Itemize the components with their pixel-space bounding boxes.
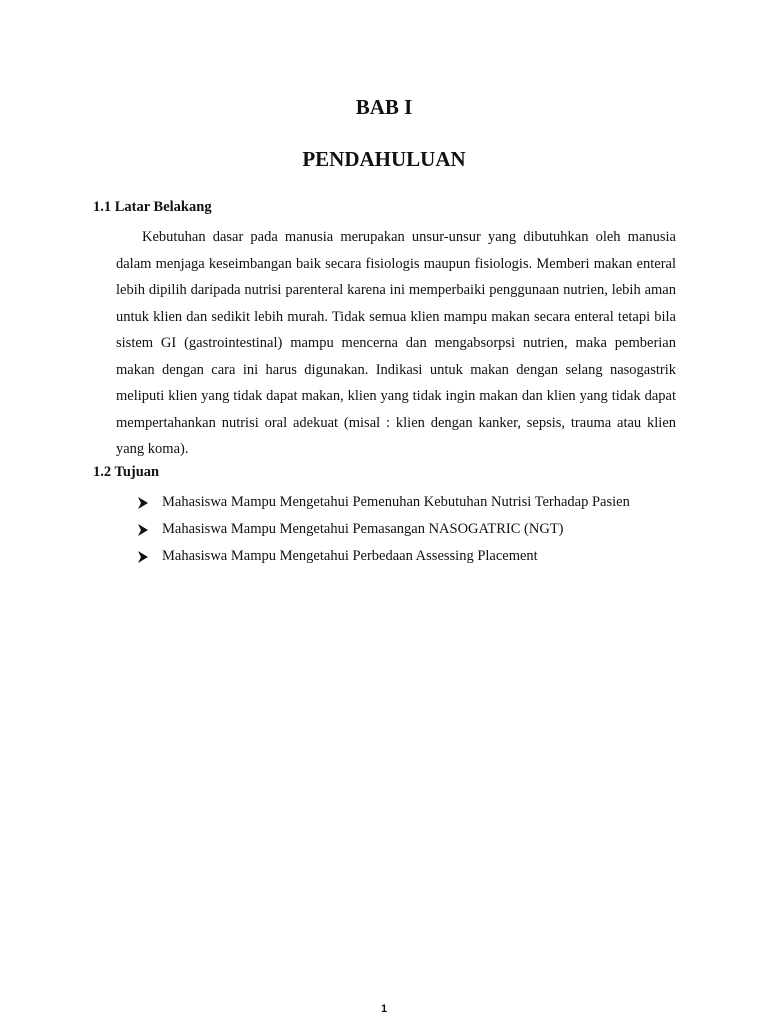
objectives-list xyxy=(138,489,630,570)
list-item xyxy=(138,543,630,570)
section-heading-latar-belakang: 1.1 Latar Belakang xyxy=(93,199,212,215)
objective-text: Mahasiswa Mampu Mengetahui Pemasangan NASOGATRIC (NGT) xyxy=(162,521,564,537)
arrowhead-bullet-icon xyxy=(138,524,148,536)
page-number: 1 xyxy=(380,1003,388,1015)
list-item xyxy=(138,516,630,543)
arrowhead-bullet-icon xyxy=(138,497,148,509)
list-item xyxy=(138,489,630,516)
objective-text: Mahasiswa Mampu Mengetahui Pemenuhan Kebutuhan Nutrisi Terhadap Pasien xyxy=(162,494,630,510)
background-paragraph: Kebutuhan dasar pada manusia merupakan unsur-unsur yang dibutuhkan oleh manusia dalam menjaga keseimbangan baik secara fisiologis maupun fisiologis. Memberi makan enteral lebih dipilih daripada nutrisi parenteral karena ini memperbaiki penggunaan nutrien, lebih aman untuk klien dan sedikit lebih murah. Tidak semua klien mampu makan secara enteral tetapi bila sistem GI (gastrointestinal) mampu mencerna dan mengabsorpsi nutrien, maka pemberian makan dengan cara ini harus digunakan. Indikasi untuk makan dengan selang nasogastrik meliputi klien yang tidak dapat makan, klien yang tidak ingin makan dan klien yang tidak dapat mempertahankan nutrisi oral adekuat (misal : klien dengan kanker, sepsis, trauma atau klien yang koma). xyxy=(116,229,676,457)
arrowhead-bullet-icon xyxy=(138,551,148,563)
chapter-number: BAB I xyxy=(355,95,413,119)
chapter-title: PENDAHULUAN xyxy=(302,147,466,171)
section-heading-tujuan: 1.2 Tujuan xyxy=(93,464,160,480)
objective-text: Mahasiswa Mampu Mengetahui Perbedaan Assessing Placement xyxy=(162,548,538,564)
